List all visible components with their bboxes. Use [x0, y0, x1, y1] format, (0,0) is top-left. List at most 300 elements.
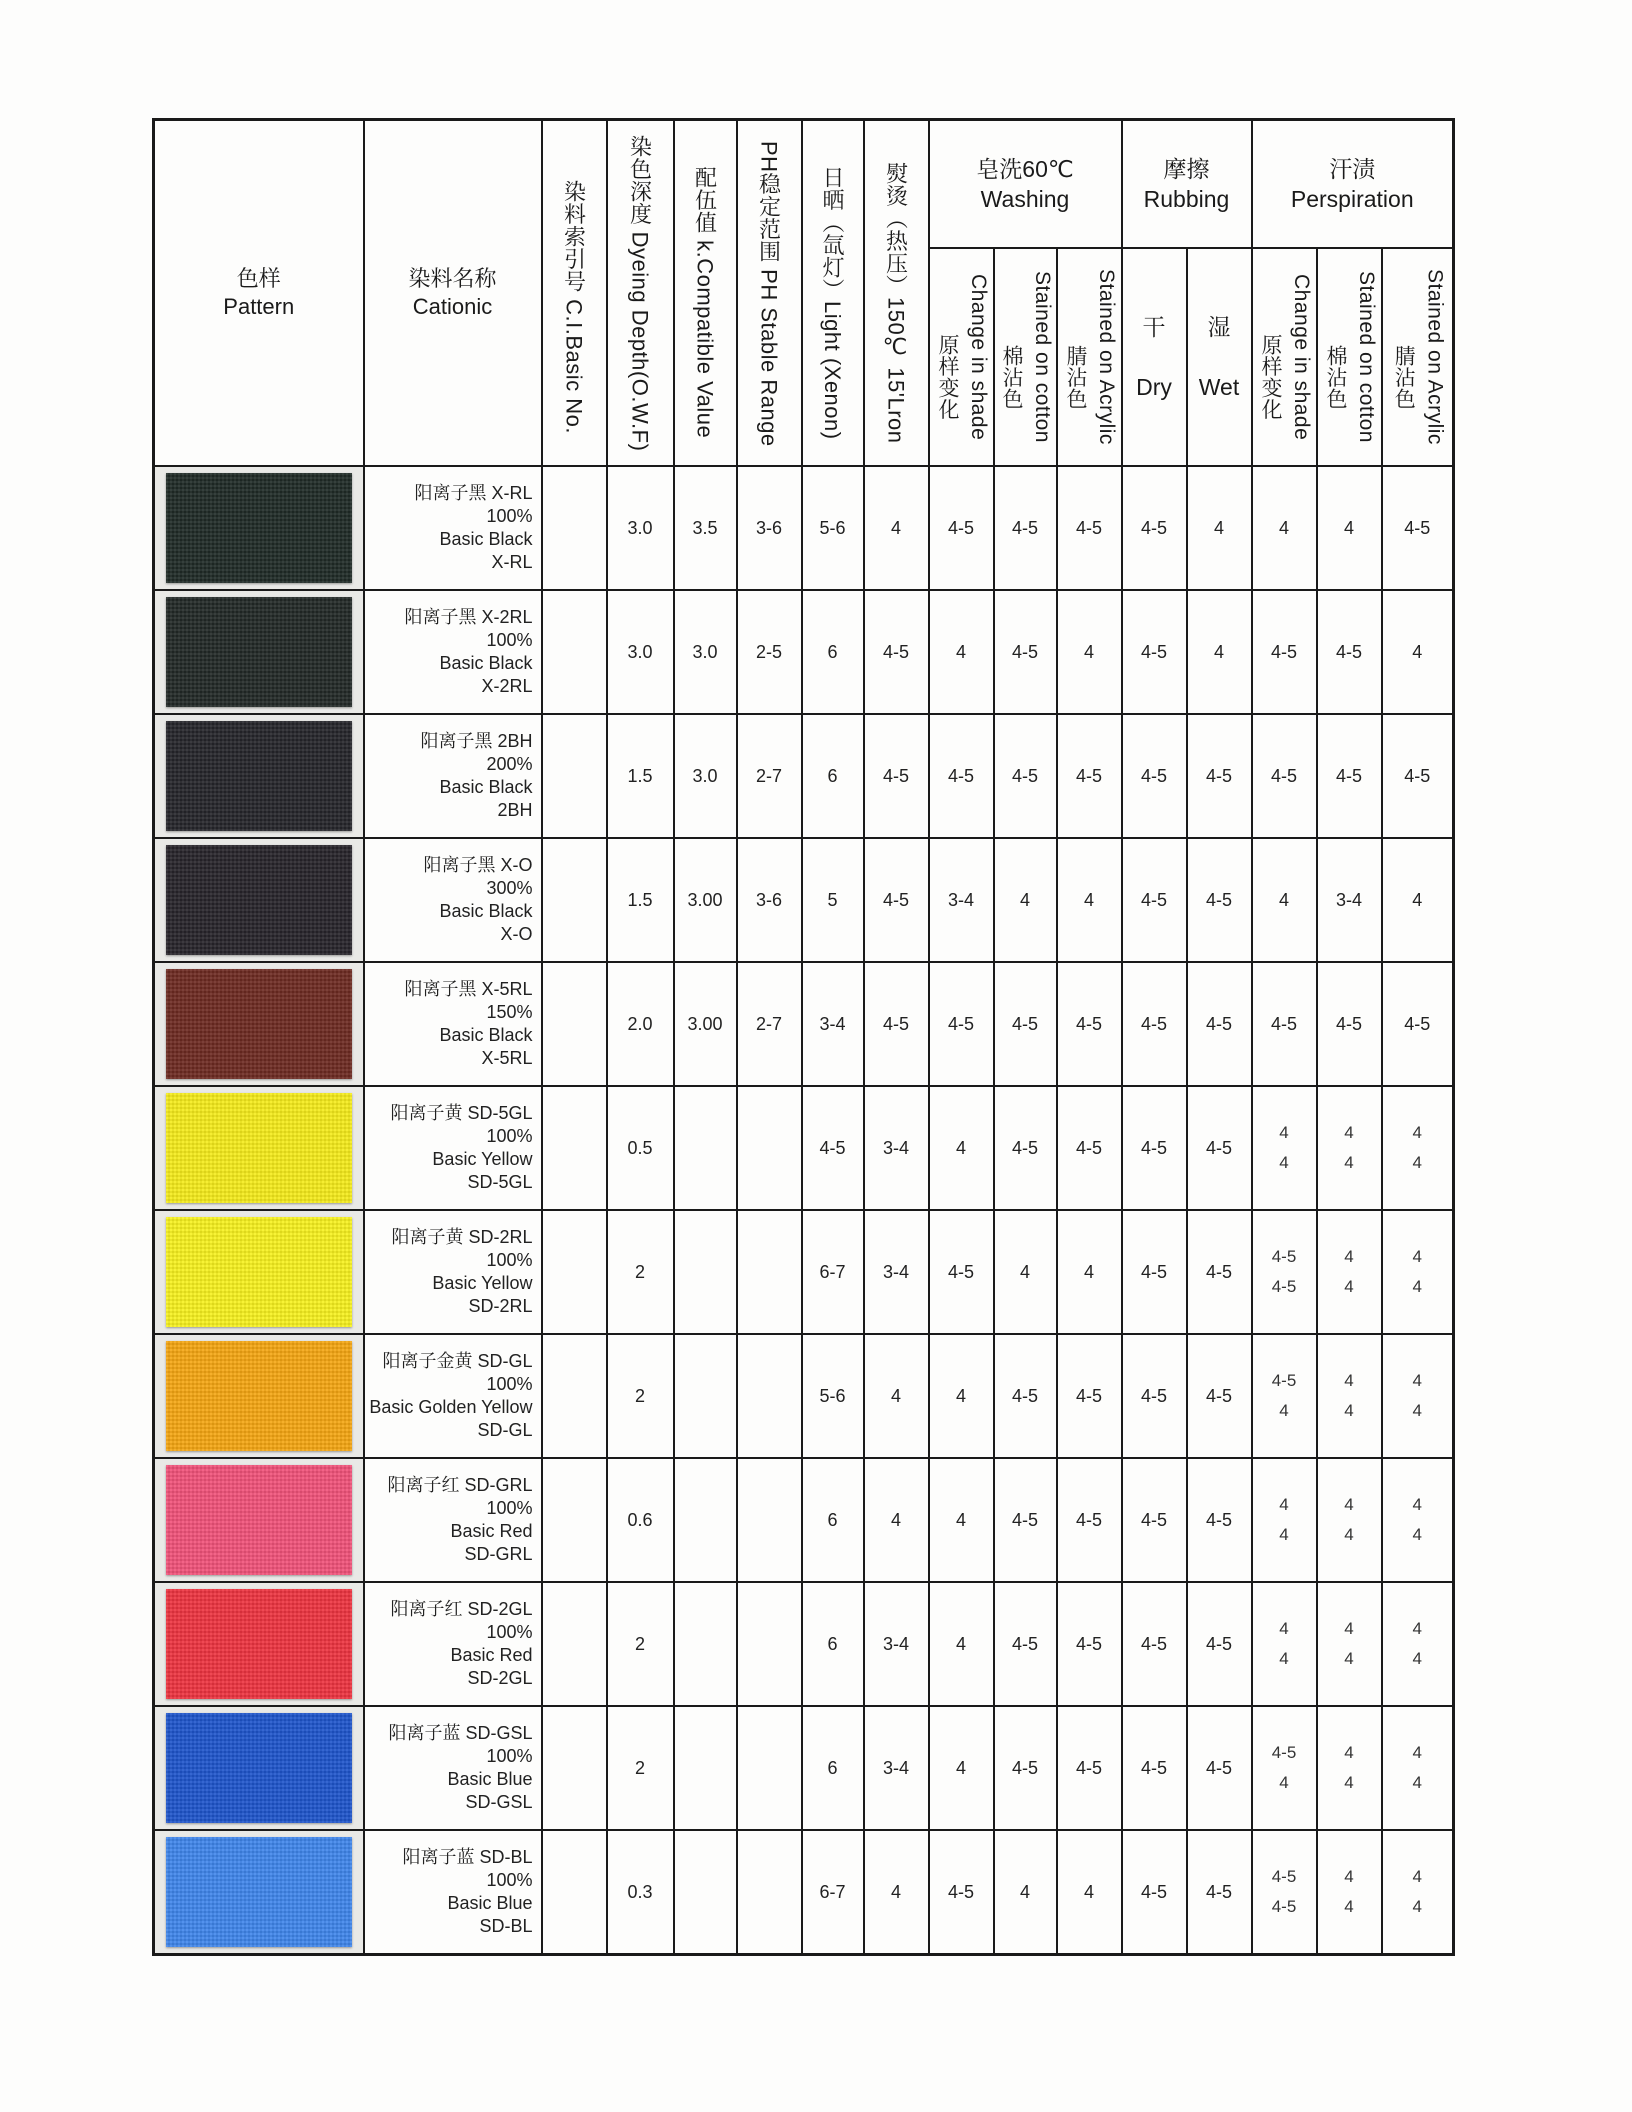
rating-value: 4 — [1412, 1401, 1422, 1420]
perspiration-stained-acrylic-cell — [1382, 714, 1454, 838]
dye-name-en: Basic Blue — [447, 1769, 533, 1789]
washing-change-in-shade-cell: 4-5 — [929, 714, 994, 838]
header-compatible-value-label: 配伍值 k.Compatible Value — [692, 166, 718, 439]
dye-name-cn: 阳离子黑 X-2RL — [404, 607, 533, 627]
swatch-cell — [154, 1086, 364, 1210]
rubbing-wet-cell: 4 — [1187, 590, 1252, 714]
header-compatible-value — [674, 120, 737, 467]
washing-stained-acrylic-cell: 4-5 — [1057, 1086, 1122, 1210]
perspiration-stained-cotton-cell — [1317, 1458, 1382, 1582]
light-fastness-cell: 4-5 — [802, 1086, 864, 1210]
ph-range-cell: 2-7 — [737, 962, 802, 1086]
swatch-cell — [154, 714, 364, 838]
rubbing-wet-cell: 4-5 — [1187, 1086, 1252, 1210]
dye-row — [154, 962, 1454, 1086]
dyeing-depth-cell: 1.5 — [607, 714, 674, 838]
washing-change-in-shade-cell: 4 — [929, 1706, 994, 1830]
dye-strength: 100% — [486, 1870, 533, 1890]
swatch-cell — [154, 466, 364, 590]
washing-stained-cotton-cell: 4-5 — [994, 1086, 1057, 1210]
rubbing-wet-cell: 4-5 — [1187, 1582, 1252, 1706]
rating-value: 4 — [1412, 1649, 1422, 1668]
rubbing-wet-cell: 4-5 — [1187, 1706, 1252, 1830]
dyeing-depth-cell: 3.0 — [607, 590, 674, 714]
rating-value: 4-5 — [1335, 1013, 1362, 1034]
washing-change-in-shade-cell: 4-5 — [929, 962, 994, 1086]
dye-name-en: Basic Black — [439, 777, 533, 797]
subheader-cn: 原样变化 — [936, 333, 959, 420]
perspiration-stained-cotton-cell — [1317, 1830, 1382, 1955]
dye-name-cn: 阳离子黄 SD-5GL — [390, 1103, 533, 1123]
light-fastness-cell: 6 — [802, 714, 864, 838]
perspiration-change-in-shade-cell — [1252, 1334, 1317, 1458]
rubbing-wet-cell: 4-5 — [1187, 1334, 1252, 1458]
dye-code: SD-5GL — [467, 1172, 533, 1192]
rubbing-wet-cell: 4-5 — [1187, 714, 1252, 838]
washing-change-in-shade-cell: 3-4 — [929, 838, 994, 962]
header-ci-no — [542, 120, 607, 467]
dyeing-depth-cell: 2 — [607, 1706, 674, 1830]
color-swatch — [166, 1341, 352, 1451]
light-fastness-cell: 5-6 — [802, 1334, 864, 1458]
ironing-cell: 4-5 — [864, 590, 929, 714]
rating-value: 4 — [1344, 1525, 1354, 1544]
perspiration-stained-acrylic-cell — [1382, 466, 1454, 590]
header-rubbing-wet — [1187, 248, 1252, 466]
washing-stained-acrylic-cell: 4-5 — [1057, 714, 1122, 838]
rating-value: 4 — [1344, 1153, 1354, 1172]
perspiration-stained-acrylic-cell — [1382, 1334, 1454, 1458]
cationic-dye-fastness-table — [152, 118, 1455, 1956]
perspiration-change-in-shade-cell — [1252, 1086, 1317, 1210]
washing-stained-cotton-cell: 4 — [994, 1830, 1057, 1955]
dye-row — [154, 1210, 1454, 1334]
ironing-cell: 3-4 — [864, 1086, 929, 1210]
dye-name-cn: 阳离子金黄 SD-GL — [382, 1351, 533, 1371]
color-swatch — [166, 473, 352, 583]
rating-value: 3-4 — [1335, 889, 1362, 910]
perspiration-change-in-shade-cell — [1252, 1210, 1317, 1334]
color-swatch — [166, 969, 352, 1079]
washing-stained-acrylic-cell: 4-5 — [1057, 1582, 1122, 1706]
color-swatch — [166, 1465, 352, 1575]
light-fastness-cell: 6 — [802, 590, 864, 714]
header-perspiration — [1252, 120, 1454, 249]
perspiration-stained-acrylic-cell — [1382, 590, 1454, 714]
swatch-cell — [154, 1210, 364, 1334]
color-swatch — [166, 1217, 352, 1327]
ci-no-cell — [542, 466, 607, 590]
dye-name-cn: 阳离子黄 SD-2RL — [391, 1227, 533, 1247]
ph-range-cell: 3-6 — [737, 466, 802, 590]
dye-strength: 100% — [486, 1126, 533, 1146]
rating-value: 4 — [1279, 1123, 1289, 1142]
subheader-cn: 腈沾色 — [1064, 344, 1087, 410]
washing-stained-cotton-cell: 4-5 — [994, 590, 1057, 714]
perspiration-stained-acrylic-cell — [1382, 838, 1454, 962]
swatch-cell — [154, 962, 364, 1086]
perspiration-stained-acrylic-cell — [1382, 962, 1454, 1086]
washing-change-in-shade-cell: 4 — [929, 1334, 994, 1458]
washing-stained-cotton-cell: 4 — [994, 838, 1057, 962]
washing-stained-cotton-cell: 4-5 — [994, 1458, 1057, 1582]
washing-change-in-shade-cell: 4 — [929, 1582, 994, 1706]
dye-name-cell — [364, 1210, 542, 1334]
header-washing-stained-acrylic — [1057, 248, 1122, 466]
rating-value: 4 — [1279, 1153, 1289, 1172]
washing-stained-cotton-cell: 4-5 — [994, 714, 1057, 838]
color-swatch — [166, 1589, 352, 1699]
rating-value: 4 — [1279, 1525, 1289, 1544]
rating-value: 4-5 — [1335, 765, 1362, 786]
subheader-en: Change in shade — [967, 273, 990, 441]
light-fastness-cell: 6-7 — [802, 1830, 864, 1955]
perspiration-stained-acrylic-cell — [1382, 1830, 1454, 1955]
rating-value: 4 — [1344, 1619, 1354, 1638]
washing-change-in-shade-cell: 4 — [929, 590, 994, 714]
rating-value: 4 — [1344, 1371, 1354, 1390]
rating-value: 4 — [1412, 1123, 1422, 1142]
subheader-cn: 原样变化 — [1259, 333, 1282, 420]
ph-range-cell — [737, 1334, 802, 1458]
rubbing-dry-cell: 4-5 — [1122, 1086, 1187, 1210]
dye-row — [154, 1334, 1454, 1458]
header-light-fastness — [802, 120, 864, 467]
subheader-en: Wet — [1198, 374, 1240, 400]
rating-value: 4 — [1412, 1867, 1422, 1886]
dye-code: SD-2GL — [467, 1668, 533, 1688]
perspiration-stained-acrylic-cell — [1382, 1086, 1454, 1210]
rating-value: 4 — [1279, 1773, 1289, 1792]
dye-name-cn: 阳离子黑 2BH — [420, 731, 533, 751]
swatch-cell — [154, 1830, 364, 1955]
ci-no-cell — [542, 1210, 607, 1334]
rubbing-dry-cell: 4-5 — [1122, 962, 1187, 1086]
header-ironing-label: 熨烫（热压）150℃ 15'Lron — [883, 161, 909, 444]
dye-name-cell — [364, 1458, 542, 1582]
compatible-value-cell: 3.0 — [674, 714, 737, 838]
dye-strength: 100% — [486, 1498, 533, 1518]
header-cationic-cn: 染料名称 — [408, 266, 497, 291]
dye-row — [154, 1458, 1454, 1582]
perspiration-stained-cotton-cell — [1317, 1334, 1382, 1458]
ironing-cell: 4 — [864, 1830, 929, 1955]
compatible-value-cell — [674, 1582, 737, 1706]
header-dyeing-depth-label: 染色深度 Dyeing Depth(O.W.F) — [627, 135, 653, 452]
dye-name-cell — [364, 466, 542, 590]
rubbing-wet-cell: 4-5 — [1187, 1830, 1252, 1955]
dye-strength: 100% — [486, 1622, 533, 1642]
perspiration-stained-cotton-cell — [1317, 1086, 1382, 1210]
dye-name-cn: 阳离子蓝 SD-GSL — [388, 1723, 533, 1743]
ph-range-cell: 3-6 — [737, 838, 802, 962]
subheader-en: Stained on Acrylic — [1423, 269, 1447, 445]
washing-stained-acrylic-cell: 4-5 — [1057, 1334, 1122, 1458]
rubbing-wet-cell: 4-5 — [1187, 838, 1252, 962]
dye-name-cell — [364, 1334, 542, 1458]
compatible-value-cell — [674, 1334, 737, 1458]
rating-value: 4-5 — [1271, 1867, 1297, 1886]
compatible-value-cell: 3.00 — [674, 962, 737, 1086]
rating-value: 4-5 — [1270, 1013, 1297, 1034]
dye-name-cn: 阳离子红 SD-GRL — [387, 1475, 533, 1495]
washing-stained-cotton-cell: 4-5 — [994, 1334, 1057, 1458]
ci-no-cell — [542, 1458, 607, 1582]
dye-name-en: Basic Blue — [447, 1893, 533, 1913]
header-cationic — [364, 120, 542, 467]
ironing-cell: 4-5 — [864, 838, 929, 962]
washing-change-in-shade-cell: 4-5 — [929, 466, 994, 590]
light-fastness-cell: 5-6 — [802, 466, 864, 590]
ci-no-cell — [542, 1582, 607, 1706]
rating-value: 4 — [1412, 1153, 1422, 1172]
rating-value: 4 — [1412, 889, 1423, 910]
perspiration-stained-cotton-cell — [1317, 1706, 1382, 1830]
dye-name-en: Basic Black — [439, 901, 533, 921]
rating-value: 4 — [1412, 1525, 1422, 1544]
perspiration-change-in-shade-cell — [1252, 1706, 1317, 1830]
header-rubbing-en: Rubbing — [1143, 186, 1230, 212]
header-perspiration-cn: 汗渍 — [1329, 156, 1376, 182]
subheader-en: Change in shade — [1290, 273, 1313, 441]
dye-code: X-2RL — [481, 676, 533, 696]
dye-name-cn: 阳离子黑 X-RL — [414, 483, 533, 503]
rating-value: 4 — [1344, 1401, 1354, 1420]
header-washing-en: Washing — [980, 186, 1070, 212]
rating-value: 4 — [1278, 889, 1289, 910]
rating-value: 4 — [1412, 1371, 1422, 1390]
dye-code: 2BH — [497, 800, 533, 820]
color-swatch — [166, 1837, 352, 1947]
washing-stained-acrylic-cell: 4-5 — [1057, 1706, 1122, 1830]
perspiration-stained-acrylic-cell — [1382, 1458, 1454, 1582]
rating-value: 4 — [1412, 1495, 1422, 1514]
dye-name-cell — [364, 1830, 542, 1955]
dye-code: SD-GL — [477, 1420, 533, 1440]
ph-range-cell — [737, 1582, 802, 1706]
rating-value: 4-5 — [1404, 765, 1431, 786]
header-washing-change-in-shade — [929, 248, 994, 466]
swatch-cell — [154, 1582, 364, 1706]
rubbing-wet-cell: 4 — [1187, 466, 1252, 590]
dyeing-depth-cell: 0.5 — [607, 1086, 674, 1210]
subheader-cn: 腈沾色 — [1392, 344, 1416, 410]
perspiration-stained-cotton-cell — [1317, 1582, 1382, 1706]
header-rubbing — [1122, 120, 1252, 249]
dye-strength: 100% — [486, 1746, 533, 1766]
rubbing-wet-cell: 4-5 — [1187, 962, 1252, 1086]
swatch-cell — [154, 1334, 364, 1458]
ironing-cell: 4-5 — [864, 714, 929, 838]
dye-strength: 150% — [486, 1002, 533, 1022]
light-fastness-cell: 6 — [802, 1706, 864, 1830]
rating-value: 4 — [1344, 1773, 1354, 1792]
dye-name-cell — [364, 714, 542, 838]
dye-name-en: Basic Black — [439, 1025, 533, 1045]
rating-value: 4-5 — [1271, 1277, 1297, 1296]
rating-value: 4-5 — [1271, 1897, 1297, 1916]
rubbing-dry-cell: 4-5 — [1122, 1458, 1187, 1582]
dye-name-cn: 阳离子红 SD-2GL — [390, 1599, 533, 1619]
perspiration-change-in-shade-cell — [1252, 1830, 1317, 1955]
rating-value: 4 — [1412, 1897, 1422, 1916]
dye-name-en: Basic Yellow — [432, 1273, 533, 1293]
dye-code: X-O — [500, 924, 533, 944]
perspiration-stained-cotton-cell — [1317, 714, 1382, 838]
dye-name-en: Basic Red — [450, 1645, 533, 1665]
perspiration-change-in-shade-cell — [1252, 1582, 1317, 1706]
perspiration-change-in-shade-cell — [1252, 962, 1317, 1086]
dye-name-en: Basic Red — [450, 1521, 533, 1541]
subheader-cn: 棉沾色 — [1324, 344, 1347, 410]
dyeing-depth-cell: 3.0 — [607, 466, 674, 590]
subheader-cn: 棉沾色 — [1000, 344, 1023, 410]
header-rubbing-dry — [1122, 248, 1187, 466]
dyeing-depth-cell: 0.6 — [607, 1458, 674, 1582]
header-cationic-en: Cationic — [412, 294, 493, 319]
rating-value: 4 — [1279, 1619, 1289, 1638]
header-washing-stained-cotton — [994, 248, 1057, 466]
perspiration-change-in-shade-cell — [1252, 838, 1317, 962]
rating-value: 4 — [1344, 1897, 1354, 1916]
ci-no-cell — [542, 1334, 607, 1458]
dye-name-cell — [364, 838, 542, 962]
color-swatch — [166, 845, 352, 955]
header-washing — [929, 120, 1122, 249]
dye-code: SD-2RL — [468, 1296, 533, 1316]
header-dyeing-depth — [607, 120, 674, 467]
light-fastness-cell: 6 — [802, 1458, 864, 1582]
ironing-cell: 4-5 — [864, 962, 929, 1086]
header-ironing — [864, 120, 929, 467]
dye-row — [154, 466, 1454, 590]
rating-value: 4-5 — [1270, 765, 1297, 786]
dye-code: SD-BL — [479, 1916, 533, 1936]
light-fastness-cell: 6-7 — [802, 1210, 864, 1334]
perspiration-stained-acrylic-cell — [1382, 1582, 1454, 1706]
ci-no-cell — [542, 590, 607, 714]
compatible-value-cell: 3.0 — [674, 590, 737, 714]
dye-name-cell — [364, 1706, 542, 1830]
dye-row — [154, 1830, 1454, 1955]
washing-stained-acrylic-cell: 4 — [1057, 1830, 1122, 1955]
subheader-cn: 湿 — [1207, 314, 1231, 340]
dyeing-depth-cell: 2.0 — [607, 962, 674, 1086]
ci-no-cell — [542, 1706, 607, 1830]
washing-change-in-shade-cell: 4 — [929, 1458, 994, 1582]
washing-stained-acrylic-cell: 4-5 — [1057, 1458, 1122, 1582]
rubbing-dry-cell: 4-5 — [1122, 1830, 1187, 1955]
washing-stained-acrylic-cell: 4 — [1057, 1210, 1122, 1334]
washing-stained-acrylic-cell: 4 — [1057, 838, 1122, 962]
dye-strength: 100% — [486, 506, 533, 526]
washing-stained-cotton-cell: 4-5 — [994, 1706, 1057, 1830]
rating-value: 4-5 — [1270, 641, 1297, 662]
rating-value: 4 — [1344, 1247, 1354, 1266]
rating-value: 4 — [1279, 1401, 1289, 1420]
header-perspiration-stained-acrylic — [1382, 248, 1454, 466]
perspiration-stained-cotton-cell — [1317, 466, 1382, 590]
ph-range-cell — [737, 1210, 802, 1334]
compatible-value-cell — [674, 1086, 737, 1210]
dye-name-cn: 阳离子黑 X-O — [423, 855, 533, 875]
rating-value: 4-5 — [1404, 517, 1431, 538]
header-perspiration-en: Perspiration — [1290, 186, 1414, 212]
compatible-value-cell: 3.5 — [674, 466, 737, 590]
ph-range-cell — [737, 1086, 802, 1210]
dyeing-depth-cell: 2 — [607, 1210, 674, 1334]
compatible-value-cell — [674, 1210, 737, 1334]
subheader-en: Stained on Acrylic — [1095, 269, 1118, 445]
dye-code: SD-GRL — [464, 1544, 533, 1564]
light-fastness-cell: 6 — [802, 1582, 864, 1706]
dye-strength: 300% — [486, 878, 533, 898]
rating-value: 4 — [1343, 517, 1354, 538]
dyeing-depth-cell: 2 — [607, 1334, 674, 1458]
ph-range-cell — [737, 1830, 802, 1955]
rating-value: 4 — [1344, 1495, 1354, 1514]
rating-value: 4 — [1278, 517, 1289, 538]
dye-row — [154, 590, 1454, 714]
dye-row — [154, 1706, 1454, 1830]
header-pattern — [154, 120, 364, 467]
color-swatch — [166, 721, 352, 831]
washing-stained-cotton-cell: 4-5 — [994, 962, 1057, 1086]
rating-value: 4-5 — [1271, 1743, 1297, 1762]
header-perspiration-stained-cotton — [1317, 248, 1382, 466]
compatible-value-cell — [674, 1458, 737, 1582]
dye-row — [154, 838, 1454, 962]
ironing-cell: 3-4 — [864, 1582, 929, 1706]
rating-value: 4 — [1344, 1277, 1354, 1296]
subheader-en: Stained on cotton — [1031, 271, 1054, 443]
perspiration-stained-cotton-cell — [1317, 962, 1382, 1086]
rating-value: 4 — [1412, 641, 1423, 662]
swatch-cell — [154, 590, 364, 714]
rubbing-dry-cell: 4-5 — [1122, 838, 1187, 962]
washing-stained-acrylic-cell: 4-5 — [1057, 466, 1122, 590]
ironing-cell: 3-4 — [864, 1210, 929, 1334]
color-swatch — [166, 1713, 352, 1823]
ironing-cell: 4 — [864, 1458, 929, 1582]
ironing-cell: 3-4 — [864, 1706, 929, 1830]
subheader-cn: 干 — [1142, 314, 1166, 340]
ironing-cell: 4 — [864, 1334, 929, 1458]
washing-change-in-shade-cell: 4 — [929, 1086, 994, 1210]
rubbing-dry-cell: 4-5 — [1122, 714, 1187, 838]
rating-value: 4 — [1279, 1495, 1289, 1514]
header-ph-range — [737, 120, 802, 467]
light-fastness-cell: 3-4 — [802, 962, 864, 1086]
rating-value: 4 — [1344, 1123, 1354, 1142]
ph-range-cell — [737, 1458, 802, 1582]
washing-stained-cotton-cell: 4 — [994, 1210, 1057, 1334]
dye-strength: 200% — [486, 754, 533, 774]
dyeing-depth-cell: 1.5 — [607, 838, 674, 962]
perspiration-change-in-shade-cell — [1252, 466, 1317, 590]
color-swatch — [166, 1093, 352, 1203]
perspiration-stained-acrylic-cell — [1382, 1210, 1454, 1334]
light-fastness-cell: 5 — [802, 838, 864, 962]
rubbing-wet-cell: 4-5 — [1187, 1210, 1252, 1334]
dye-name-en: Basic Black — [439, 529, 533, 549]
dye-name-cell — [364, 1086, 542, 1210]
header-light-fastness-label: 日晒（氙灯）Light (Xenon) — [820, 165, 845, 440]
washing-stained-cotton-cell: 4-5 — [994, 1582, 1057, 1706]
header-ph-range-label: PH稳定范围 PH Stable Range — [756, 140, 782, 447]
perspiration-stained-acrylic-cell — [1382, 1706, 1454, 1830]
rating-value: 4 — [1412, 1247, 1422, 1266]
